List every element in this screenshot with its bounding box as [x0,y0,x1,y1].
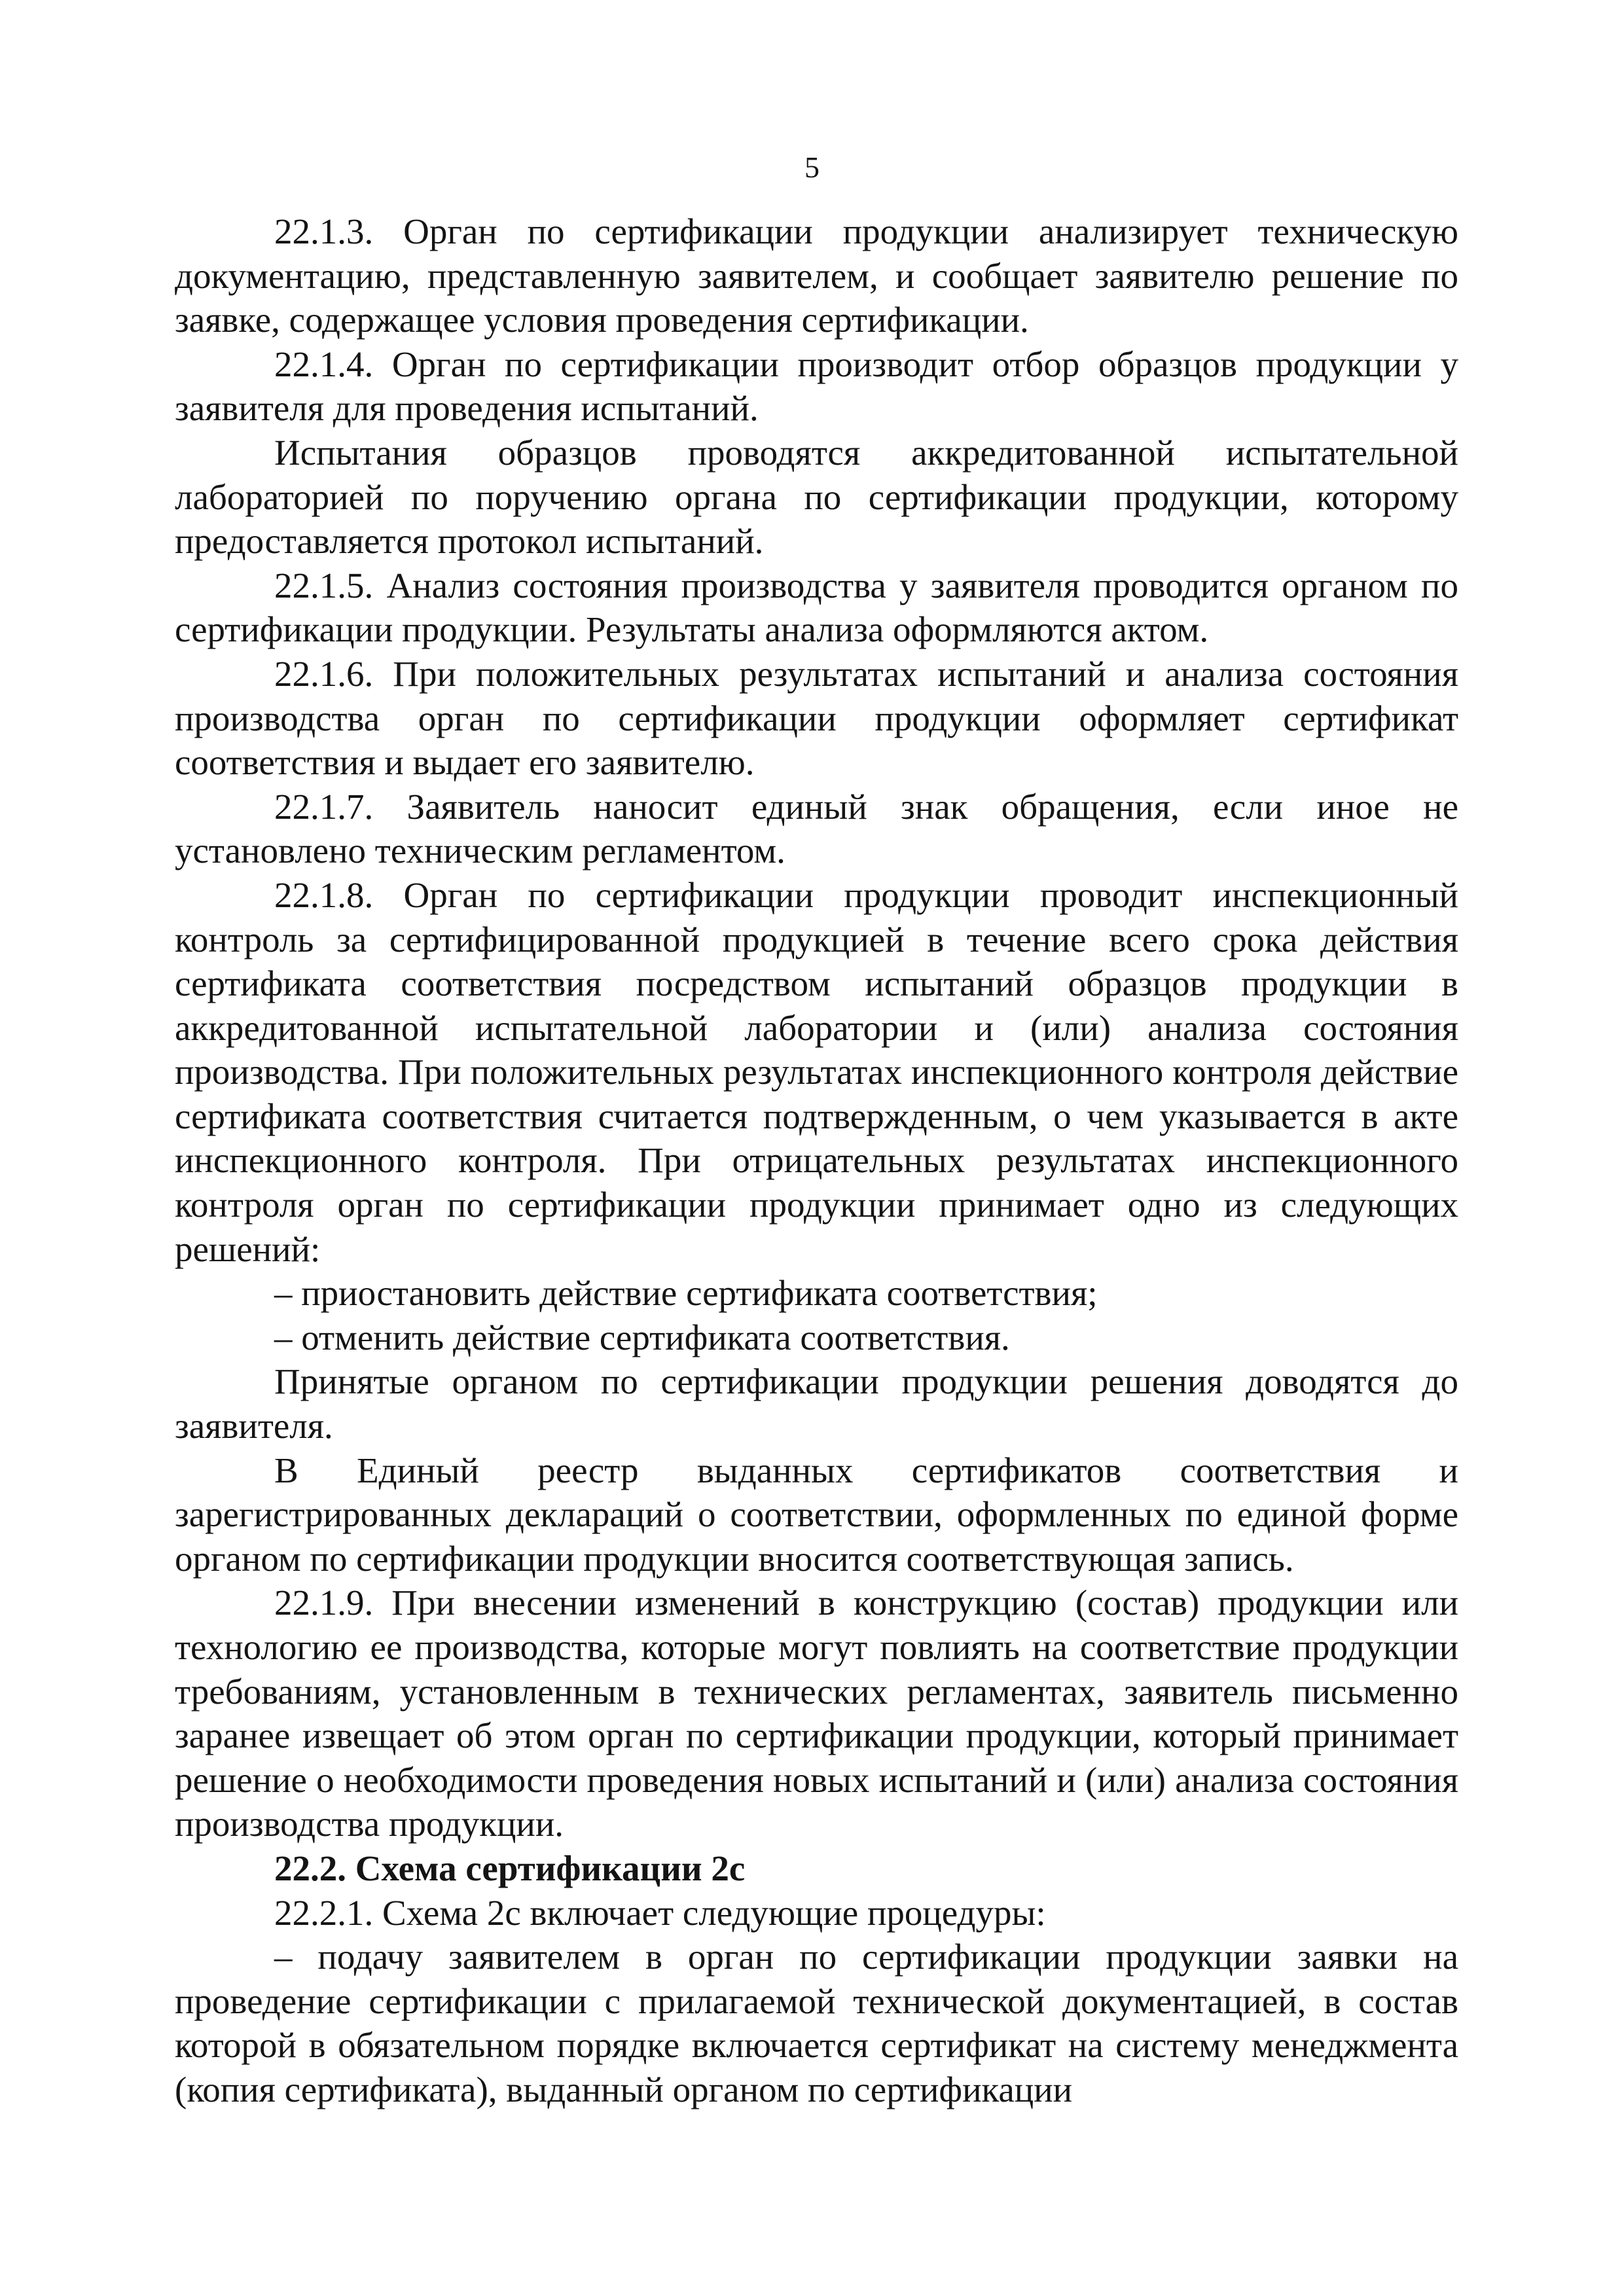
paragraph-p-suspend: – приостановить действие сертификата соответствия; [274,1273,1098,1314]
paragraph-p-22-2-1: 22.2.1. Схема 2с включает следующие процедуры: [274,1892,1046,1933]
document-body [175,209,1458,2112]
paragraph-p-testing: Испытания образцов проводятся аккредитованной испытательной лабораторией по поручению органа по сертификации продукции, которому предоставляется протокол испытаний. [175,432,1458,562]
paragraph-p-22-1-6: 22.1.6. При положительных результатах испытаний и анализа состояния производства орган по сертификации продукции оформляет сертификат соответствия и выдает его заявителю. [175,653,1458,783]
paragraph-p-22-1-8: 22.1.8. Орган по сертификации продукции проводит инспекционный контроль за сертифицированной продукцией в течение всего срока действия сертификата соответствия посредством испытаний образцов продукции в аккредитованной испытательной лаборатории и (или) анализа состояния производства. При положительных результатах инспекционного контроля действие сертификата соответствия считается подтвержденным, о чем указывается в акте инспекционного контроля. При отрицательных результатах инспекционного контроля орган по сертификации продукции принимает одно из следующих решений: [175,874,1458,1269]
paragraph-p-22-1-7: 22.1.7. Заявитель наносит единый знак обращения, если иное не установлено техническим регламентом. [175,786,1458,871]
paragraph-p-application: – подачу заявителем в орган по сертификации продукции заявки на проведение сертификации с прилагаемой технической документацией, в состав которой в обязательном порядке включается сертификат на систему менеджмента (копия сертификата), выданный органом по сертификации [175,1937,1458,2109]
paragraph-p-22-2-heading: 22.2. Схема сертификации 2с [274,1848,746,1888]
page-number: 5 [804,151,820,184]
paragraph-p-cancel: – отменить действие сертификата соответствия. [274,1317,1010,1357]
paragraph-p-22-1-4: 22.1.4. Орган по сертификации производит отбор образцов продукции у заявителя для проведения испытаний. [175,344,1458,429]
paragraph-p-registry: В Единый реестр выданных сертификатов соответствия и зарегистрированных деклараций о соответствии, оформленных по единой форме органом по сертификации продукции вносится соответствующая запись. [175,1450,1458,1579]
paragraph-p-decisions: Принятые органом по сертификации продукции решения доводятся до заявителя. [175,1361,1458,1446]
paragraph-p-22-1-5: 22.1.5. Анализ состояния производства у заявителя проводится органом по сертификации продукции. Результаты анализа оформляются актом. [175,565,1458,650]
paragraph-p-22-1-9: 22.1.9. При внесении изменений в конструкцию (состав) продукции или технологию ее производства, которые могут повлиять на соответствие продукции требованиям, установленным в технических регламентах, заявитель письменно заранее извещает об этом орган по сертификации продукции, который принимает решение о необходимости проведения новых испытаний и (или) анализа состояния производства продукции. [175,1583,1458,1844]
paragraph-p-22-1-3: 22.1.3. Орган по сертификации продукции анализирует техническую документацию, представленную заявителем, и сообщает заявителю решение по заявке, содержащее условия проведения сертификации. [175,211,1458,340]
